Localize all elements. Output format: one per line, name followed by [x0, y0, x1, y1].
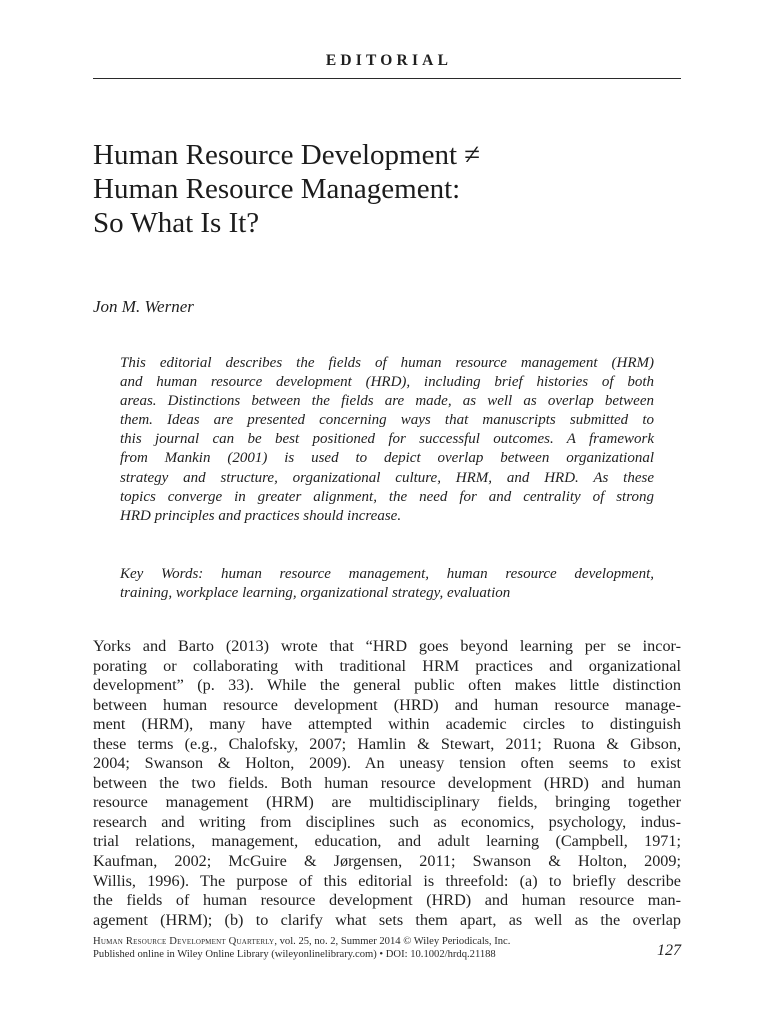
author-name: Jon M. Werner — [93, 297, 194, 316]
body-line: between the two fields. Both human resource development (HRD) and human — [93, 773, 681, 792]
abstract-line: This editorial describes the fields of human resource management (HRM) — [120, 355, 654, 371]
keywords-line: training, workplace learning, organizational strategy, evaluation — [120, 585, 511, 602]
body-line: resource management (HRM) are multidisciplinary fields, bringing together — [93, 793, 681, 812]
title-line: Human Resource Management: — [93, 173, 461, 205]
title-line: Human Resource Development ≠ — [93, 139, 481, 171]
body-line: porating or collaborating with traditional HRM practices and organizational — [93, 656, 681, 675]
keywords-line: Key Words: human resource management, human resource development, — [120, 566, 654, 582]
abstract-line: HRD principles and practices should increase. — [120, 507, 402, 524]
citation-details: , vol. 25, no. 2, Summer 2014 © Wiley Periodicals, Inc. — [274, 936, 511, 947]
journal-name: Human Resource Development Quarterly — [93, 936, 275, 947]
body-line: Kaufman, 2002; McGuire & Jørgensen, 2011; Swanson & Holton, 2009; — [93, 852, 681, 871]
body-line: between human resource development (HRD) and human resource manage- — [93, 695, 681, 714]
abstract-line: them. Ideas are presented concerning ways that manuscripts submitted to — [120, 412, 654, 429]
abstract-line: strategy and structure, organizational culture, HRM, and HRD. As these — [120, 469, 654, 486]
keywords — [120, 565, 654, 603]
abstract — [120, 354, 654, 526]
abstract-line: areas. Distinctions between the fields are made, as well as overlap between — [120, 393, 654, 410]
abstract-line: from Mankin (2001) is used to depict overlap between organizational — [120, 450, 654, 467]
body-line: agement (HRM); (b) to clarify what sets them apart, as well as the overlap — [93, 910, 681, 929]
body-line: development” (p. 33). While the general public often makes little distinction — [93, 676, 681, 695]
abstract-line: this journal can be best positioned for successful outcomes. A framework — [120, 431, 654, 448]
section-label: EDITORIAL — [325, 52, 453, 69]
article-title — [93, 138, 693, 240]
body-line: the fields of human resource development (HRD) and human resource man- — [93, 891, 681, 910]
body-line: Yorks and Barto (2013) wrote that “HRD goes beyond learning per se incor- — [93, 637, 681, 655]
journal-citation — [93, 935, 681, 948]
section-header — [93, 52, 681, 79]
body-line: trial relations, management, education, and adult learning (Campbell, 1971; — [93, 832, 681, 851]
abstract-line: topics converge in greater alignment, the need for and centrality of strong — [120, 488, 654, 505]
body-line: ment (HRM), many have attempted within academic circles to distinguish — [93, 715, 681, 734]
page-footer — [93, 935, 681, 961]
body-paragraph — [93, 637, 681, 930]
body-line: research and writing from disciplines such as economics, psychology, indus- — [93, 812, 681, 831]
publication-line: Published online in Wiley Online Library (wileyonlinelibrary.com) • DOI: 10.1002/hrdq.21188 — [93, 949, 496, 960]
abstract-line: and human resource development (HRD), including brief histories of both — [120, 374, 654, 391]
body-line: Willis, 1996). The purpose of this editorial is threefold: (a) to briefly describe — [93, 871, 681, 890]
title-line: So What Is It? — [93, 207, 260, 239]
page-number: 127 — [657, 942, 681, 959]
body-line: these terms (e.g., Chalofsky, 2007; Hamlin & Stewart, 2011; Ruona & Gibson, — [93, 734, 681, 753]
body-line: 2004; Swanson & Holton, 2009). An uneasy tension often seems to exist — [93, 754, 681, 773]
